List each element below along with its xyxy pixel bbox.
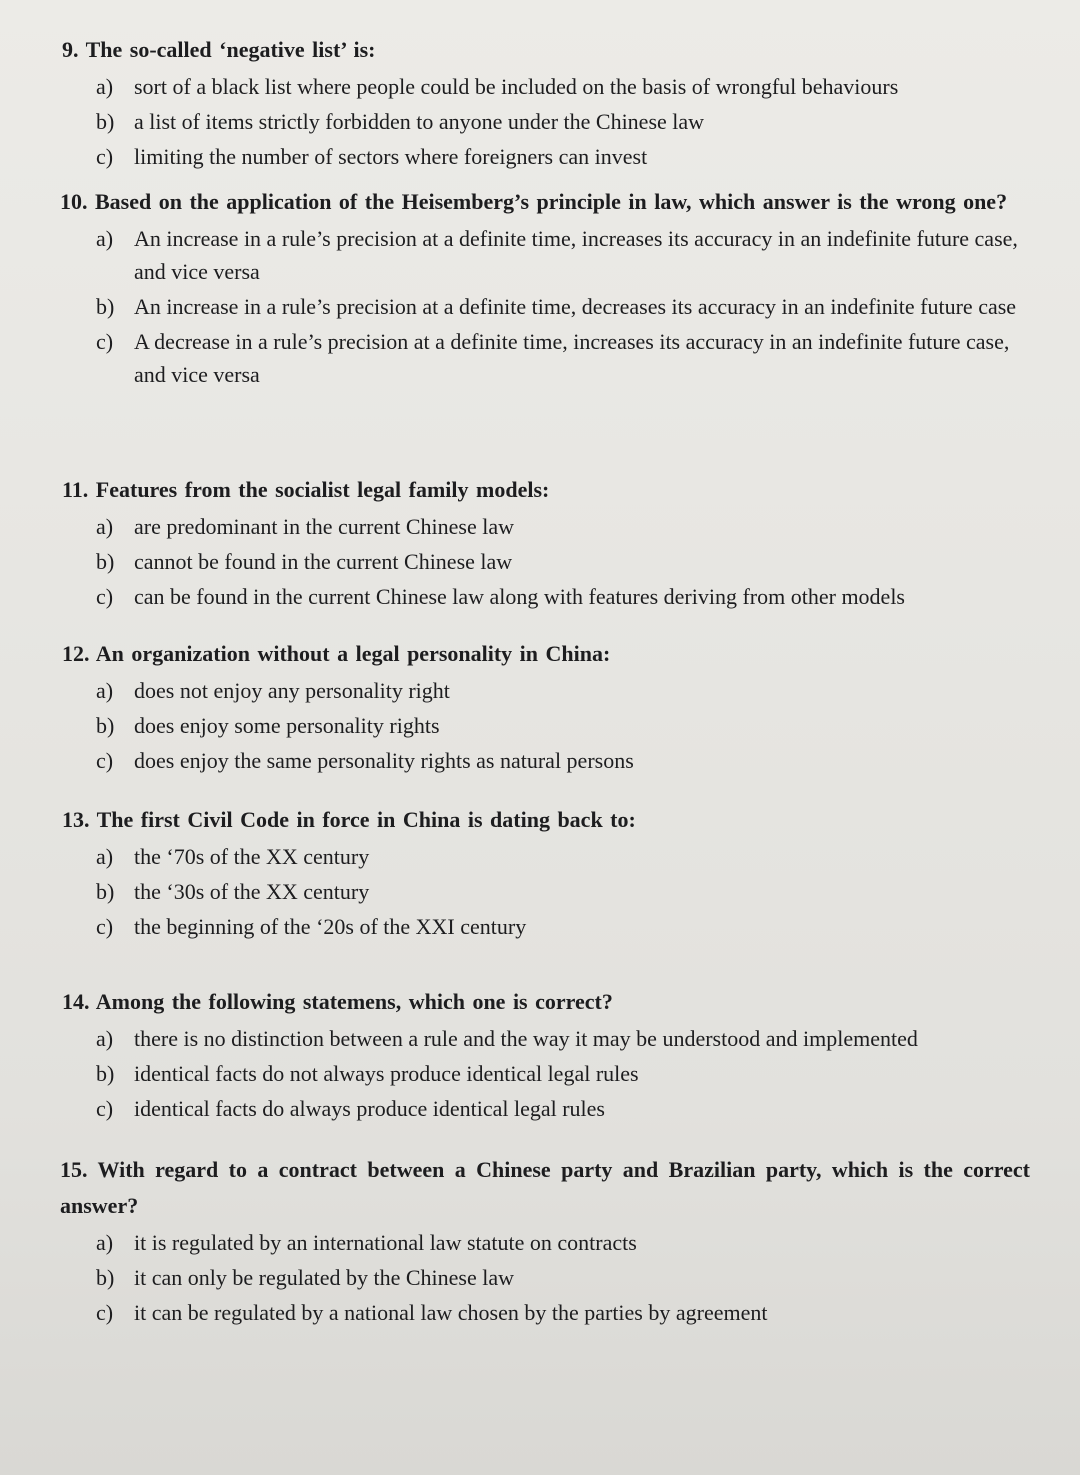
question-title: 14. Among the following statemens, which one is correct? [62, 989, 613, 1014]
option-b[interactable] [0, 709, 1080, 742]
option-a[interactable] [0, 510, 1080, 543]
option-b[interactable] [0, 1261, 1080, 1294]
option-letter: c) [96, 748, 114, 773]
question-15 [0, 1152, 1080, 1329]
option-text: An increase in a rule’s precision at a definite time, decreases its accuracy in an indefinite future case [134, 294, 1017, 319]
option-c[interactable] [0, 140, 1080, 173]
option-text: does enjoy the same personality rights as natural persons [134, 748, 634, 773]
option-b[interactable] [0, 105, 1080, 138]
option-text: does enjoy some personality rights [134, 713, 440, 738]
option-text: it is regulated by an international law statute on contracts [134, 1230, 637, 1255]
option-text: a list of items strictly forbidden to anyone under the Chinese law [134, 109, 705, 134]
question-9 [0, 32, 1080, 173]
option-letter: c) [96, 584, 114, 609]
question-14 [0, 984, 1080, 1125]
option-text: are predominant in the current Chinese law [134, 514, 514, 539]
question-10 [0, 184, 1080, 391]
option-text: can be found in the current Chinese law along with features deriving from other models [134, 584, 905, 609]
option-text: the ‘30s of the XX century [134, 879, 370, 904]
option-a[interactable] [0, 840, 1080, 873]
option-a[interactable] [0, 674, 1080, 707]
option-c[interactable] [0, 744, 1080, 777]
option-text: does not enjoy any personality right [134, 678, 450, 703]
option-text: An increase in a rule’s precision at a definite time, increases its accuracy in an indefinite future case, and vice versa [134, 226, 1018, 284]
question-title: 13. The first Civil Code in force in China is dating back to: [62, 807, 636, 832]
option-letter: a) [96, 678, 114, 703]
option-b[interactable] [0, 545, 1080, 578]
option-c[interactable] [0, 910, 1080, 943]
option-letter: b) [96, 549, 115, 574]
option-letter: a) [96, 844, 114, 869]
option-c[interactable] [0, 1092, 1080, 1125]
question-title: 9. The so-called ‘negative list’ is: [62, 37, 376, 62]
option-letter: c) [96, 144, 114, 169]
option-a[interactable] [0, 222, 1080, 288]
question-13 [0, 802, 1080, 943]
option-letter: b) [96, 879, 115, 904]
option-c[interactable] [0, 1296, 1080, 1329]
option-text: identical facts do always produce identical legal rules [134, 1096, 605, 1121]
option-text: sort of a black list where people could be included on the basis of wrongful behaviours [134, 74, 899, 99]
question-11 [0, 472, 1080, 613]
answer-options [0, 1022, 1080, 1125]
option-b[interactable] [0, 1057, 1080, 1090]
answer-options [0, 222, 1080, 391]
option-letter: a) [96, 514, 114, 539]
option-text: the ‘70s of the XX century [134, 844, 370, 869]
option-a[interactable] [0, 1022, 1080, 1055]
answer-options [0, 510, 1080, 613]
option-b[interactable] [0, 875, 1080, 908]
option-letter: c) [96, 1300, 114, 1325]
option-letter: b) [96, 1265, 115, 1290]
option-letter: a) [96, 1230, 114, 1255]
option-text: identical facts do not always produce identical legal rules [134, 1061, 639, 1086]
answer-options [0, 1226, 1080, 1329]
question-title: 15. With regard to a contract between a Chinese party and Brazilian party, which is the correct answer? [60, 1157, 1030, 1218]
option-text: there is no distinction between a rule and the way it may be understood and implemented [134, 1026, 918, 1051]
question-12 [0, 636, 1080, 777]
option-text: limiting the number of sectors where foreigners can invest [134, 144, 648, 169]
option-letter: c) [96, 329, 114, 354]
option-text: the beginning of the ‘20s of the XXI century [134, 914, 527, 939]
answer-options [0, 674, 1080, 777]
option-c[interactable] [0, 580, 1080, 613]
option-letter: a) [96, 1026, 114, 1051]
option-text: it can only be regulated by the Chinese law [134, 1265, 514, 1290]
option-text: it can be regulated by a national law chosen by the parties by agreement [134, 1300, 768, 1325]
option-letter: b) [96, 109, 115, 134]
option-text: cannot be found in the current Chinese law [134, 549, 513, 574]
option-c[interactable] [0, 325, 1080, 391]
option-text: A decrease in a rule’s precision at a definite time, increases its accuracy in an indefinite future case, and vice versa [134, 329, 1010, 387]
question-title: 11. Features from the socialist legal family models: [62, 477, 550, 502]
question-title: 12. An organization without a legal personality in China: [62, 641, 611, 666]
option-letter: b) [96, 1061, 115, 1086]
option-letter: b) [96, 294, 115, 319]
option-letter: c) [96, 1096, 114, 1121]
option-b[interactable] [0, 290, 1080, 323]
option-letter: a) [96, 226, 114, 251]
option-a[interactable] [0, 70, 1080, 103]
question-title: 10. Based on the application of the Heisemberg’s principle in law, which answer is the wrong one? [60, 189, 1008, 214]
answer-options [0, 70, 1080, 173]
option-letter: b) [96, 713, 115, 738]
option-a[interactable] [0, 1226, 1080, 1259]
option-letter: c) [96, 914, 114, 939]
option-letter: a) [96, 74, 114, 99]
answer-options [0, 840, 1080, 943]
